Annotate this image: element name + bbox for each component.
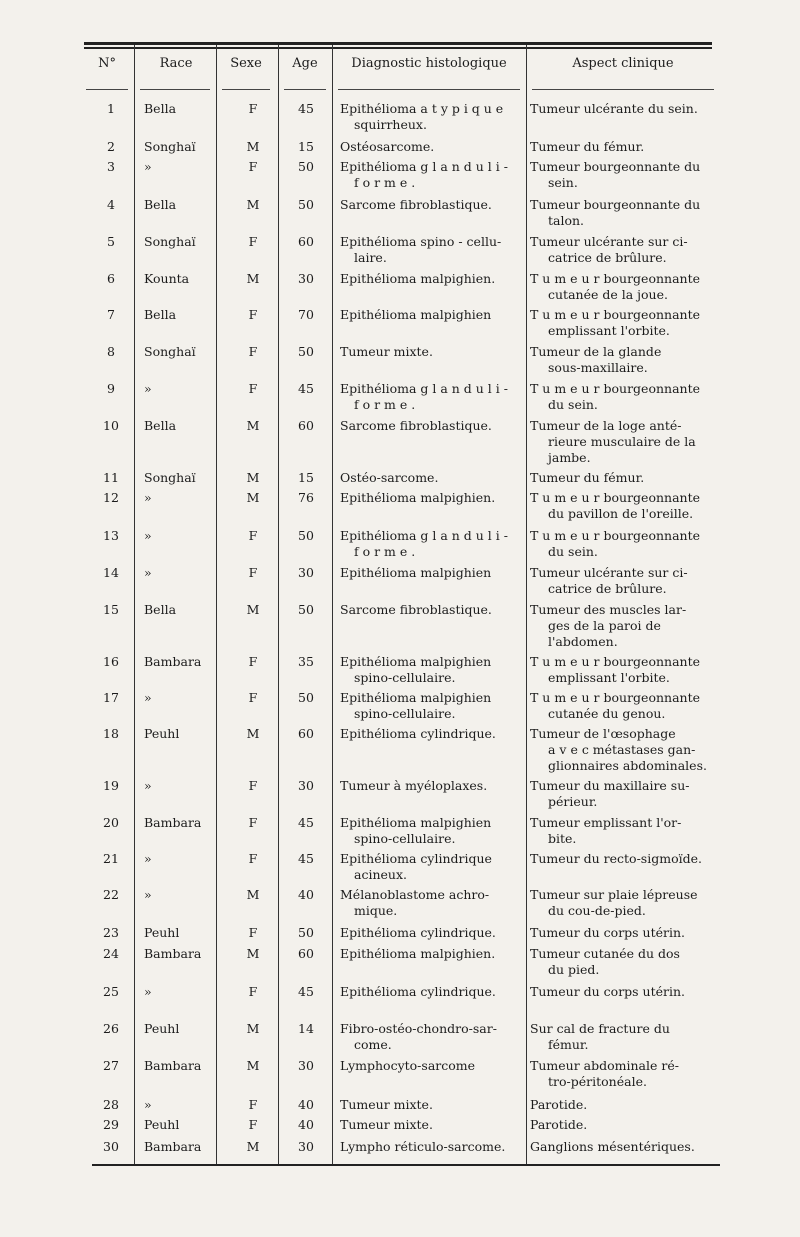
text-line: Tumeur de la loge anté-	[530, 418, 682, 433]
cell-aspect	[530, 101, 720, 117]
cell-aspect	[530, 470, 720, 486]
cell-no: 5	[107, 234, 115, 249]
cell-age: 50	[298, 159, 314, 174]
cell-age: 40	[298, 1097, 314, 1112]
text-line: cutanée de la joue.	[548, 287, 668, 302]
cell-age: 40	[298, 887, 314, 902]
cell-sexe: F	[248, 159, 258, 174]
cell-diagnostic	[340, 925, 525, 941]
cell-aspect	[530, 1058, 720, 1090]
text-line: Epithélioma g l a n d u l i -	[340, 528, 508, 543]
cell-age: 76	[298, 490, 314, 505]
text-line: f o r m e .	[354, 544, 416, 559]
cell-sexe: F	[248, 690, 258, 705]
bottom-rule	[92, 1164, 720, 1166]
header-underline	[532, 89, 714, 90]
text-line: Epithélioma malpighien	[340, 690, 492, 705]
text-line: tro-péritonéale.	[548, 1074, 647, 1089]
text-line: du pied.	[548, 962, 600, 977]
text-line: rieure musculaire de la	[548, 434, 696, 449]
cell-age: 50	[298, 602, 314, 617]
text-line: T u m e u r bourgeonnante	[530, 271, 701, 286]
text-line: Epithélioma malpighien	[340, 565, 492, 580]
cell-no: 3	[107, 159, 115, 174]
text-line: Sarcome fibroblastique.	[340, 418, 492, 433]
text-line: catrice de brûlure.	[548, 250, 667, 265]
column-divider	[216, 45, 217, 1165]
cell-diagnostic	[340, 887, 525, 919]
cell-race: »	[144, 381, 152, 396]
cell-age: 50	[298, 690, 314, 705]
cell-aspect	[530, 925, 720, 941]
cell-aspect	[530, 778, 720, 810]
text-line: Epithélioma malpighien.	[340, 490, 496, 505]
text-line: squirrheux.	[354, 117, 427, 132]
cell-race: »	[144, 887, 152, 902]
cell-diagnostic	[340, 1117, 525, 1133]
text-line: Epithélioma malpighien	[340, 307, 492, 322]
cell-race: Bambara	[144, 1058, 202, 1073]
text-line: Tumeur emplissant l'or-	[530, 815, 682, 830]
cell-race: »	[144, 778, 152, 793]
text-line: périeur.	[548, 794, 598, 809]
text-line: T u m e u r bourgeonnante	[530, 381, 701, 396]
cell-race: Songhaï	[144, 234, 196, 249]
cell-aspect	[530, 602, 720, 650]
cell-sexe: F	[248, 234, 258, 249]
cell-age: 50	[298, 925, 314, 940]
text-line: f o r m e .	[354, 175, 416, 190]
cell-diagnostic	[340, 139, 525, 155]
cell-race: Bambara	[144, 815, 202, 830]
cell-no: 12	[103, 490, 119, 505]
cell-sexe: F	[248, 778, 258, 793]
cell-aspect	[530, 654, 720, 686]
cell-race: »	[144, 528, 152, 543]
text-line: Ostéo-sarcome.	[340, 470, 439, 485]
text-line: T u m e u r bourgeonnante	[530, 490, 701, 505]
text-line: mique.	[354, 903, 398, 918]
cell-no: 16	[103, 654, 119, 669]
cell-no: 2	[107, 139, 115, 154]
header-underline	[338, 89, 520, 90]
cell-sexe: F	[248, 925, 258, 940]
text-line: Epithélioma g l a n d u l i -	[340, 381, 508, 396]
cell-age: 45	[298, 815, 314, 830]
cell-diagnostic	[340, 234, 525, 266]
text-line: spino-cellulaire.	[354, 706, 456, 721]
cell-diagnostic	[340, 654, 525, 686]
cell-diagnostic	[340, 778, 525, 794]
cell-aspect	[530, 815, 720, 847]
text-line: bite.	[548, 831, 577, 846]
cell-age: 15	[298, 470, 314, 485]
text-line: Epithélioma g l a n d u l i -	[340, 159, 508, 174]
cell-age: 60	[298, 234, 314, 249]
text-line: Epithélioma cylindrique.	[340, 726, 496, 741]
cell-race: »	[144, 159, 152, 174]
cell-age: 50	[298, 344, 314, 359]
cell-aspect	[530, 984, 720, 1000]
top-rule	[84, 42, 712, 45]
cell-aspect	[530, 690, 720, 722]
cell-race: Bella	[144, 101, 177, 116]
text-line: talon.	[548, 213, 585, 228]
text-line: Tumeur cutanée du dos	[530, 946, 680, 961]
cell-race: Songhaï	[144, 344, 196, 359]
cell-sexe: M	[246, 887, 260, 902]
text-line: Fibro-ostéo-chondro-sar-	[340, 1021, 497, 1036]
text-line: f o r m e .	[354, 397, 416, 412]
text-line: Sarcome fibroblastique.	[340, 602, 492, 617]
text-line: fémur.	[548, 1037, 589, 1052]
cell-race: Songhaï	[144, 470, 196, 485]
cell-aspect	[530, 139, 720, 155]
text-line: cutanée du genou.	[548, 706, 666, 721]
cell-diagnostic	[340, 984, 525, 1000]
cell-age: 45	[298, 984, 314, 999]
text-line: acineux.	[354, 867, 407, 882]
cell-sexe: M	[246, 946, 260, 961]
cell-race: Bambara	[144, 654, 202, 669]
cell-no: 20	[103, 815, 119, 830]
text-line: Mélanoblastome achro-	[340, 887, 490, 902]
cell-sexe: M	[246, 602, 260, 617]
cell-sexe: M	[246, 1058, 260, 1073]
cell-diagnostic	[340, 381, 525, 413]
cell-aspect	[530, 159, 720, 191]
text-line: laire.	[354, 250, 387, 265]
cell-no: 8	[107, 344, 115, 359]
cell-sexe: M	[246, 139, 260, 154]
cell-age: 15	[298, 139, 314, 154]
text-line: Epithélioma malpighien.	[340, 946, 496, 961]
cell-aspect	[530, 1021, 720, 1053]
text-line: Tumeur ulcérante sur ci-	[530, 234, 688, 249]
cell-sexe: F	[248, 815, 258, 830]
cell-no: 21	[103, 851, 119, 866]
column-divider	[332, 45, 333, 1165]
header-age: Age	[292, 56, 318, 71]
cell-race: »	[144, 490, 152, 505]
text-line: come.	[354, 1037, 392, 1052]
cell-diagnostic	[340, 271, 525, 287]
cell-diagnostic	[340, 470, 525, 486]
cell-no: 28	[103, 1097, 119, 1112]
text-line: Epithélioma cylindrique	[340, 851, 492, 866]
text-line: T u m e u r bourgeonnante	[530, 690, 701, 705]
cell-no: 17	[103, 690, 119, 705]
header-underline	[140, 89, 210, 90]
cell-sexe: M	[246, 490, 260, 505]
text-line: du sein.	[548, 544, 598, 559]
text-line: Tumeur mixte.	[340, 344, 433, 359]
cell-age: 45	[298, 381, 314, 396]
cell-race: »	[144, 851, 152, 866]
cell-age: 60	[298, 726, 314, 741]
cell-aspect	[530, 528, 720, 560]
text-line: Lymphocyto-sarcome	[340, 1058, 476, 1073]
cell-age: 30	[298, 271, 314, 286]
text-line: Tumeur bourgeonnante du	[530, 159, 701, 174]
cell-aspect	[530, 1097, 720, 1113]
cell-age: 40	[298, 1117, 314, 1132]
text-line: Tumeur du corps utérin.	[530, 984, 686, 999]
cell-diagnostic	[340, 418, 525, 434]
cell-age: 45	[298, 101, 314, 116]
cell-race: »	[144, 984, 152, 999]
top-rule-thin	[84, 47, 712, 49]
cell-age: 30	[298, 1058, 314, 1073]
cell-sexe: M	[246, 1139, 260, 1154]
header-underline	[86, 89, 128, 90]
cell-no: 11	[103, 470, 119, 485]
cell-no: 30	[103, 1139, 119, 1154]
cell-age: 70	[298, 307, 314, 322]
text-line: sein.	[548, 175, 578, 190]
cell-no: 14	[103, 565, 119, 580]
text-line: Tumeur abdominale ré-	[530, 1058, 679, 1073]
cell-diagnostic	[340, 101, 525, 133]
cell-sexe: F	[248, 565, 258, 580]
cell-sexe: M	[246, 470, 260, 485]
text-line: emplissant l'orbite.	[548, 323, 670, 338]
cell-race: Kounta	[144, 271, 190, 286]
cell-diagnostic	[340, 946, 525, 962]
cell-age: 14	[298, 1021, 314, 1036]
cell-sexe: F	[248, 528, 258, 543]
text-line: T u m e u r bourgeonnante	[530, 654, 701, 669]
text-line: du cou-de-pied.	[548, 903, 646, 918]
cell-age: 50	[298, 528, 314, 543]
header-no: N°	[98, 56, 116, 71]
cell-no: 26	[103, 1021, 119, 1036]
cell-race: Bella	[144, 307, 177, 322]
cell-no: 22	[103, 887, 119, 902]
cell-aspect	[530, 887, 720, 919]
cell-no: 23	[103, 925, 119, 940]
cell-sexe: M	[246, 418, 260, 433]
cell-race: Peuhl	[144, 1117, 180, 1132]
cell-diagnostic	[340, 159, 525, 191]
cell-diagnostic	[340, 307, 525, 323]
cell-diagnostic	[340, 344, 525, 360]
cell-aspect	[530, 1139, 720, 1155]
text-line: Epithélioma spino - cellu-	[340, 234, 502, 249]
header-diagnostic: Diagnostic histologique	[351, 56, 507, 71]
text-line: T u m e u r bourgeonnante	[530, 528, 701, 543]
text-line: spino-cellulaire.	[354, 670, 456, 685]
header-underline	[284, 89, 326, 90]
cell-sexe: F	[248, 307, 258, 322]
text-line: Epithélioma cylindrique.	[340, 925, 496, 940]
cell-no: 6	[107, 271, 115, 286]
cell-aspect	[530, 565, 720, 597]
text-line: Epithélioma malpighien	[340, 815, 492, 830]
cell-race: Bella	[144, 197, 177, 212]
cell-sexe: M	[246, 726, 260, 741]
text-line: du sein.	[548, 397, 598, 412]
text-line: Tumeur de l'œsophage	[530, 726, 676, 741]
text-line: Epithélioma malpighien	[340, 654, 492, 669]
text-line: Tumeur du fémur.	[530, 139, 645, 154]
cell-diagnostic	[340, 851, 525, 883]
cell-aspect	[530, 851, 720, 867]
cell-age: 30	[298, 565, 314, 580]
text-line: Ostéosarcome.	[340, 139, 435, 154]
text-line: emplissant l'orbite.	[548, 670, 670, 685]
cell-aspect	[530, 234, 720, 266]
text-line: Tumeur à myéloplaxes.	[340, 778, 488, 793]
cell-age: 30	[298, 1139, 314, 1154]
cell-age: 60	[298, 946, 314, 961]
header-aspect: Aspect clinique	[572, 56, 674, 71]
cell-sexe: M	[246, 1021, 260, 1036]
cell-diagnostic	[340, 1058, 525, 1074]
cell-race: Bambara	[144, 1139, 202, 1154]
text-line: Tumeur mixte.	[340, 1117, 433, 1132]
text-line: Tumeur du recto-sigmoïde.	[530, 851, 702, 866]
text-line: Epithélioma a t y p i q u e	[340, 101, 504, 116]
cell-sexe: F	[248, 1117, 258, 1132]
cell-aspect	[530, 1117, 720, 1133]
cell-no: 15	[103, 602, 119, 617]
header-sexe: Sexe	[230, 56, 262, 71]
cell-diagnostic	[340, 815, 525, 847]
cell-race: Bella	[144, 602, 177, 617]
header-underline	[222, 89, 270, 90]
cell-sexe: M	[246, 271, 260, 286]
cell-sexe: F	[248, 984, 258, 999]
text-line: T u m e u r bourgeonnante	[530, 307, 701, 322]
cell-no: 7	[107, 307, 115, 322]
cell-aspect	[530, 418, 720, 466]
cell-race: Peuhl	[144, 726, 180, 741]
cell-no: 27	[103, 1058, 119, 1073]
text-line: Epithélioma cylindrique.	[340, 984, 496, 999]
text-line: a v e c métastases gan-	[548, 742, 696, 757]
cell-diagnostic	[340, 726, 525, 742]
cell-no: 1	[107, 101, 115, 116]
cell-race: »	[144, 1097, 152, 1112]
cell-aspect	[530, 381, 720, 413]
cell-no: 25	[103, 984, 119, 999]
cell-no: 9	[107, 381, 115, 396]
text-line: Tumeur du fémur.	[530, 470, 645, 485]
cell-aspect	[530, 726, 720, 774]
cell-no: 4	[107, 197, 115, 212]
cell-sexe: F	[248, 344, 258, 359]
cell-aspect	[530, 271, 720, 303]
cell-sexe: F	[248, 851, 258, 866]
cell-aspect	[530, 197, 720, 229]
header-race: Race	[159, 56, 193, 71]
cell-race: Peuhl	[144, 925, 180, 940]
cell-diagnostic	[340, 690, 525, 722]
text-line: Tumeur de la glande	[530, 344, 662, 359]
cell-diagnostic	[340, 1021, 525, 1053]
text-line: sous-maxillaire.	[548, 360, 648, 375]
cell-race: Peuhl	[144, 1021, 180, 1036]
text-line: Tumeur bourgeonnante du	[530, 197, 701, 212]
cell-diagnostic	[340, 1139, 525, 1155]
cell-no: 10	[103, 418, 119, 433]
cell-age: 50	[298, 197, 314, 212]
cell-race: »	[144, 565, 152, 580]
cell-no: 19	[103, 778, 119, 793]
cell-age: 45	[298, 851, 314, 866]
cell-aspect	[530, 344, 720, 376]
cell-sexe: F	[248, 101, 258, 116]
cell-no: 13	[103, 528, 119, 543]
cell-no: 29	[103, 1117, 119, 1132]
text-line: Parotide.	[530, 1097, 588, 1112]
cell-age: 30	[298, 778, 314, 793]
cell-diagnostic	[340, 528, 525, 560]
cell-diagnostic	[340, 490, 525, 506]
column-divider	[526, 45, 527, 1165]
cell-no: 24	[103, 946, 119, 961]
cell-race: Bambara	[144, 946, 202, 961]
cell-sexe: F	[248, 1097, 258, 1112]
cell-race: Songhaï	[144, 139, 196, 154]
cell-race: »	[144, 690, 152, 705]
text-line: Tumeur ulcérante sur ci-	[530, 565, 688, 580]
text-line: Tumeur mixte.	[340, 1097, 433, 1112]
text-line: Lympho réticulo-sarcome.	[340, 1139, 506, 1154]
cell-age: 35	[298, 654, 314, 669]
text-line: Tumeur sur plaie lépreuse	[530, 887, 698, 902]
text-line: catrice de brûlure.	[548, 581, 667, 596]
column-divider	[134, 45, 135, 1165]
text-line: Ganglions mésentériques.	[530, 1139, 695, 1154]
cell-diagnostic	[340, 1097, 525, 1113]
cell-age: 60	[298, 418, 314, 433]
cell-aspect	[530, 946, 720, 978]
text-line: spino-cellulaire.	[354, 831, 456, 846]
text-line: Sur cal de fracture du	[530, 1021, 670, 1036]
text-line: Tumeur du corps utérin.	[530, 925, 686, 940]
text-line: glionnaires abdominales.	[548, 758, 707, 773]
cell-diagnostic	[340, 565, 525, 581]
cell-aspect	[530, 490, 720, 522]
cell-race: Bella	[144, 418, 177, 433]
text-line: l'abdomen.	[548, 634, 618, 649]
text-line: ges de la paroi de	[548, 618, 661, 633]
column-divider	[278, 45, 279, 1165]
cell-diagnostic	[340, 602, 525, 618]
text-line: Tumeur du maxillaire su-	[530, 778, 690, 793]
text-line: du pavillon de l'oreille.	[548, 506, 694, 521]
text-line: jambe.	[548, 450, 591, 465]
text-line: Tumeur des muscles lar-	[530, 602, 687, 617]
text-line: Tumeur ulcérante du sein.	[530, 101, 698, 116]
cell-diagnostic	[340, 197, 525, 213]
text-line: Parotide.	[530, 1117, 588, 1132]
text-line: Sarcome fibroblastique.	[340, 197, 492, 212]
text-line: Epithélioma malpighien.	[340, 271, 496, 286]
cell-sexe: F	[248, 654, 258, 669]
cell-sexe: M	[246, 197, 260, 212]
cell-aspect	[530, 307, 720, 339]
cell-no: 18	[103, 726, 119, 741]
cell-sexe: F	[248, 381, 258, 396]
